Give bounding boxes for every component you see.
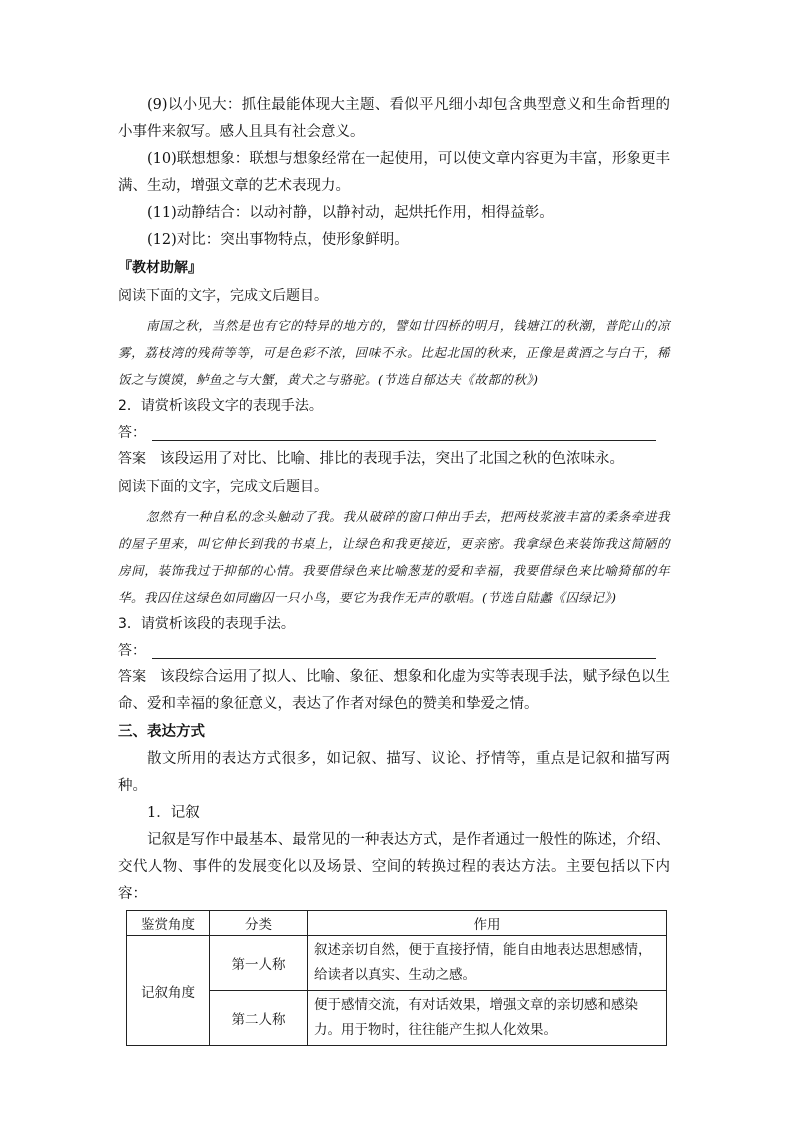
help-section-title: 『教材助解』 [118,260,202,276]
sub-section-title: 1．记叙 [147,805,200,821]
section-title: 三、表达方式 [118,724,205,740]
table-row [127,936,667,991]
table-header-cell: 作用 [308,911,667,936]
technique-item [118,200,670,227]
answer-text-block [118,446,670,473]
table-effect-cell: 便于感情交流，有对话效果，增强文章的亲切感和感染力。用于物时，往往能产生拟人化效果。 [308,991,667,1046]
section-intro: 散文所用的表达方式很多，如记叙、描写、议论、抒情等，重点是记叙和描写两种。 [118,751,670,794]
table-header-cell: 鉴赏角度 [127,911,210,936]
table-header-row [127,911,667,936]
sub-section-intro: 记叙是写作中最基本、最常见的一种表达方式，是作者通过一般性的陈述，介绍、交代人物、事件的发展变化以及场景、空间的转换过程的表达方法。主要包括以下内容： [118,832,670,902]
technique-text: 联想与想象经常在一起使用，可以使文章内容更为丰富，形象更丰满、生动，增强文章的艺术表现力。 [118,151,671,194]
technique-label: (11)动静结合： [147,205,250,221]
answer-blank[interactable] [152,422,656,441]
document-page [118,92,670,1046]
answer-blank[interactable] [152,640,656,659]
table-group-cell: 记叙角度 [127,936,210,1046]
answer-line [118,420,670,446]
narration-table [126,910,667,1046]
table-type-cell: 第一人称 [210,936,308,991]
technique-label: (9)以小见大： [147,97,242,113]
table-type-cell: 第二人称 [210,991,308,1046]
answer-line [118,638,670,664]
technique-text: 以动衬静，以静衬动，起烘托作用，相得益彰。 [249,205,554,221]
technique-text: 突出事物特点，使形象鲜明。 [220,232,409,248]
exercise-instruction: 阅读下面的文字，完成文后题目。 [118,288,328,304]
exercise-instruction: 阅读下面的文字，完成文后题目。 [118,479,328,495]
answer-text-block [118,664,670,718]
technique-item [118,146,670,200]
excerpt-text: 忽然有一种自私的念头触动了我。我从破碎的窗口伸出手去，把两枝浆液丰富的柔条牵进我的屋子里来，叫它伸长到我的书桌上，让绿色和我更接近，更亲密。我拿绿色来装饰我这简陋的房间，装饰我过于抑郁的心情。我要借绿色来比喻葱茏的爱和幸福，我要借绿色来比喻猗郁的年华。我囚住这绿色如同幽囚一只小鸟，要它为我作无声的歌唱。(节选自陆蠡《囚绿记》) [118,509,670,605]
technique-label: (12)对比： [147,232,221,248]
technique-label: (10)联想想象： [147,151,250,167]
answer-tag: 答案 [118,669,147,685]
technique-item [118,92,670,146]
answer-text: 该段综合运用了拟人、比喻、象征、想象和化虚为实等表现手法，赋予绿色以生命、爱和幸福的象征意义，表达了作者对绿色的赞美和挚爱之情。 [118,669,670,712]
answer-prompt: 答： [118,425,146,441]
table-header-cell: 分类 [210,911,308,936]
question-text: 3．请赏析该段的表现手法。 [118,616,295,632]
question-text: 2．请赏析该段文字的表现手法。 [118,398,323,414]
answer-prompt: 答： [118,643,146,659]
table-effect-cell: 叙述亲切自然，便于直接抒情，能自由地表达思想感情，给读者以真实、生动之感。 [308,936,667,991]
technique-text: 抓住最能体现大主题、看似平凡细小却包含典型意义和生命哲理的小事件来叙写。感人且具有社会意义。 [118,97,671,140]
answer-text: 该段运用了对比、比喻、排比的表现手法，突出了北国之秋的色浓味永。 [160,451,624,467]
technique-item [118,227,670,254]
excerpt-text: 南国之秋，当然是也有它的特异的地方的，譬如廿四桥的明月，钱塘江的秋潮，普陀山的凉雾，荔枝湾的残荷等等，可是色彩不浓，回味不永。比起北国的秋来，正像是黄酒之与白干，稀饭之与馍馍，鲈鱼之与大蟹，黄犬之与骆驼。(节选自郁达夫《故都的秋》) [118,318,670,387]
answer-tag: 答案 [118,451,146,467]
